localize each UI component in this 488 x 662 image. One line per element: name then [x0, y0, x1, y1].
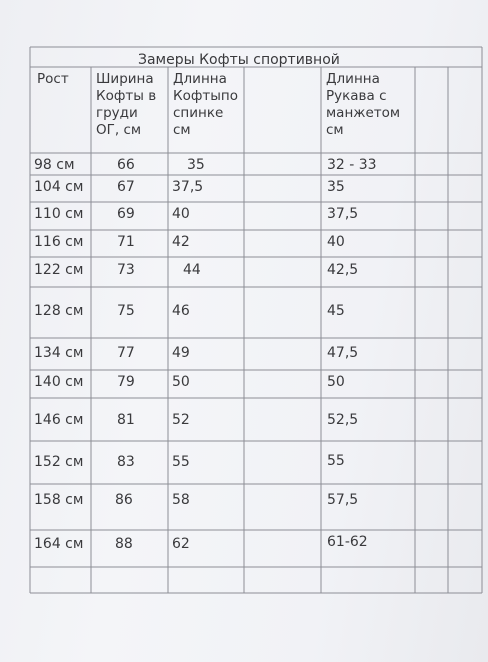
cell-back-length: 52 [172, 412, 190, 428]
cell-sleeve-length: 35 [327, 179, 345, 195]
cell-height: 110 см [34, 206, 84, 222]
cell-sleeve-length: 37,5 [327, 206, 359, 222]
cell-chest-width: 77 [117, 345, 135, 361]
cell-sleeve-length: 52,5 [327, 412, 359, 428]
cell-chest-width: 75 [117, 303, 135, 319]
cell-sleeve-length: 50 [327, 374, 345, 390]
cell-chest-width: 66 [117, 157, 135, 173]
cell-height: 134 см [34, 345, 84, 361]
cell-sleeve-length: 40 [327, 234, 345, 250]
cell-height: 140 см [34, 374, 84, 390]
cell-height: 116 см [34, 234, 84, 250]
cell-back-length: 44 [183, 262, 201, 278]
cell-back-length: 40 [172, 206, 190, 222]
cell-chest-width: 83 [117, 454, 135, 470]
cell-back-length: 62 [172, 536, 190, 552]
cell-sleeve-length: 45 [327, 303, 345, 319]
cell-chest-width: 79 [117, 374, 135, 390]
cell-back-length: 58 [172, 492, 190, 508]
cell-chest-width: 86 [115, 492, 133, 508]
header-height: Рост [37, 71, 69, 87]
cell-back-length: 37,5 [172, 179, 204, 195]
cell-chest-width: 73 [117, 262, 135, 278]
cell-back-length: 46 [172, 303, 190, 319]
header-chest-width: Ширина Кофты в груди ОГ, см [96, 71, 157, 138]
cell-sleeve-length: 32 - 33 [327, 157, 377, 173]
cell-back-length: 35 [187, 157, 205, 173]
cell-height: 98 см [34, 157, 75, 173]
cell-chest-width: 67 [117, 179, 135, 195]
cell-height: 164 см [34, 536, 84, 552]
cell-sleeve-length: 57,5 [327, 492, 359, 508]
cell-back-length: 42 [172, 234, 190, 250]
cell-sleeve-length: 55 [327, 453, 345, 469]
cell-back-length: 50 [172, 374, 190, 390]
cell-chest-width: 71 [117, 234, 135, 250]
cell-height: 158 см [34, 492, 84, 508]
cell-chest-width: 69 [117, 206, 135, 222]
cell-chest-width: 81 [117, 412, 135, 428]
header-back-length: Длинна Кофтыпо спинке см [173, 71, 238, 138]
cell-back-length: 55 [172, 454, 190, 470]
cell-height: 122 см [34, 262, 84, 278]
cell-height: 128 см [34, 303, 84, 319]
table-title: Замеры Кофты спортивной [138, 52, 340, 68]
header-sleeve-length: Длинна Рукава с манжетом см [326, 71, 401, 138]
cell-height: 152 см [34, 454, 84, 470]
cell-chest-width: 88 [115, 536, 133, 552]
cell-height: 146 см [34, 412, 84, 428]
cell-sleeve-length: 61-62 [327, 534, 368, 550]
cell-back-length: 49 [172, 345, 190, 361]
cell-sleeve-length: 47,5 [327, 345, 359, 361]
cell-sleeve-length: 42,5 [327, 262, 359, 278]
cell-height: 104 см [34, 179, 84, 195]
